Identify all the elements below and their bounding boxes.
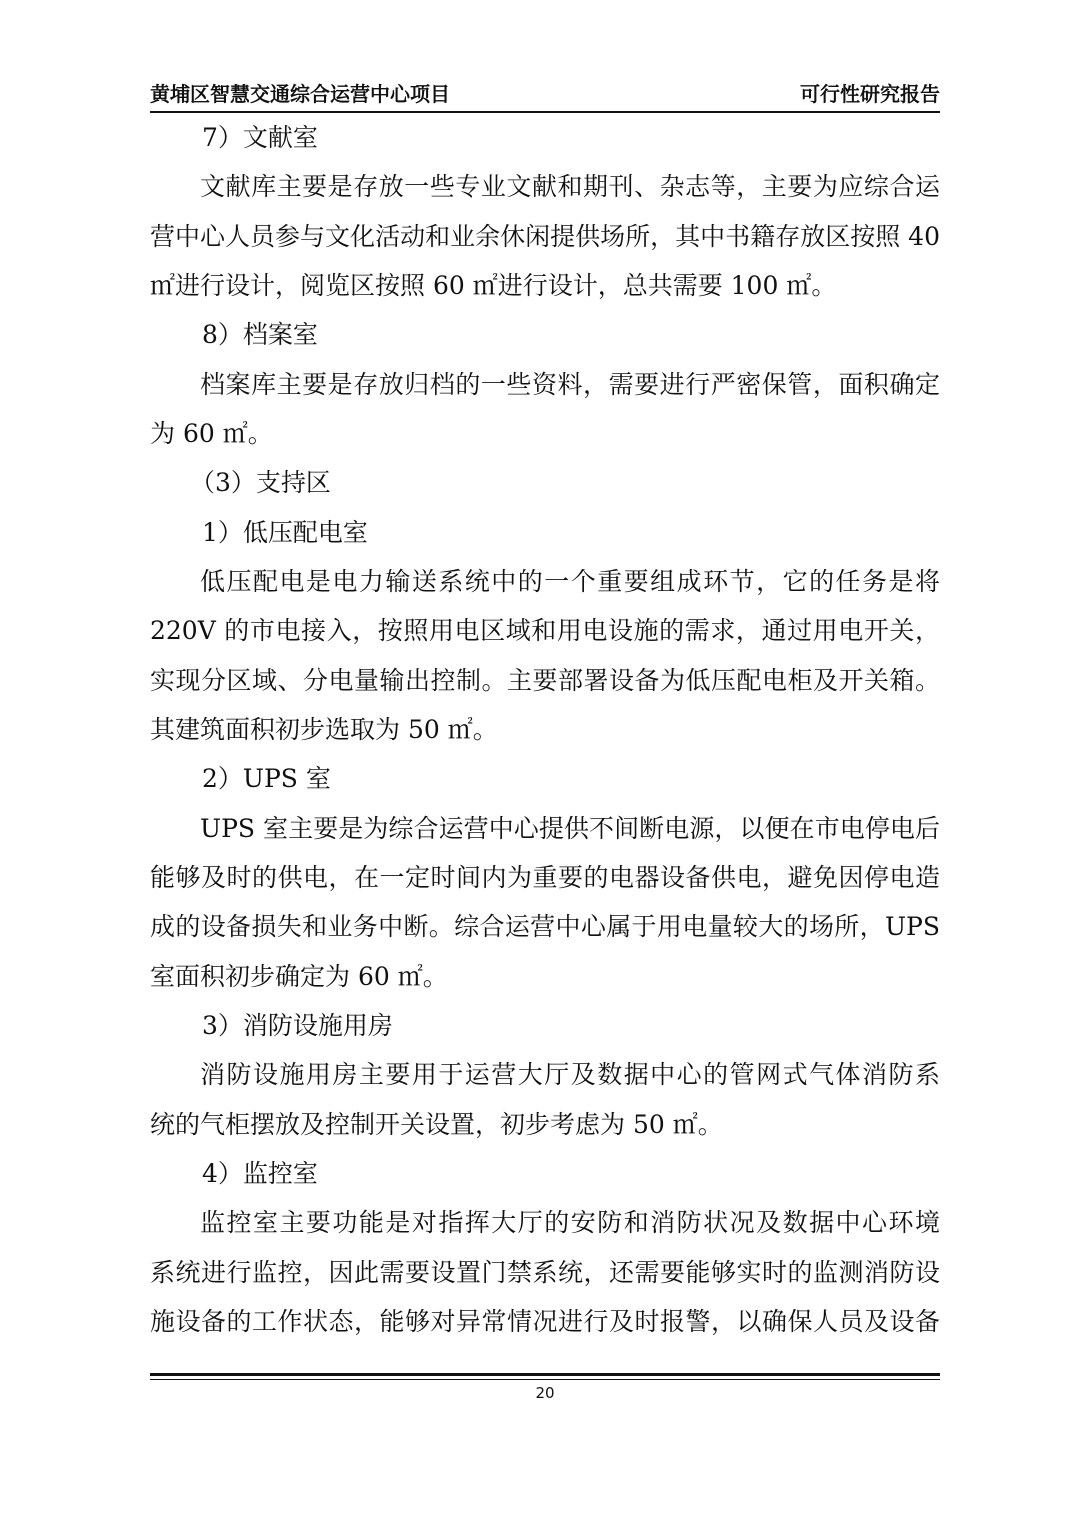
- header-project-title: 黄埔区智慧交通综合运营中心项目: [150, 82, 450, 106]
- paragraph-line: 文献库主要是存放一些专业文献和期刊、杂志等，主要为应综合运: [200, 172, 940, 202]
- footer-rule-thin: [150, 1379, 940, 1380]
- footer-rule-thick: [150, 1373, 940, 1376]
- paragraph-line: UPS 室主要是为综合运营中心提供不间断电源，以便在市电停电后: [200, 813, 940, 843]
- page-number: 20: [535, 1384, 555, 1402]
- paragraph-line: 实现分区域、分电量输出控制。主要部署设备为低压配电柜及开关箱。: [150, 665, 940, 695]
- paragraph-line: 为 60 ㎡。: [150, 418, 273, 448]
- section-heading-ups-room: 2）UPS 室: [202, 764, 331, 794]
- section-heading-archive: 8）档案室: [202, 320, 318, 350]
- paragraph-line: 其建筑面积初步选取为 50 ㎡。: [150, 714, 498, 744]
- paragraph-line: 室面积初步确定为 60 ㎡。: [150, 961, 448, 991]
- document-body: [150, 113, 940, 1346]
- paragraph-line: 监控室主要功能是对指挥大厅的安防和消防状况及数据中心环境: [200, 1208, 940, 1238]
- paragraph-line: 成的设备损失和业务中断。综合运营中心属于用电量较大的场所，UPS: [150, 912, 940, 942]
- page-header: [150, 80, 940, 108]
- section-heading-monitoring-room: 4）监控室: [202, 1158, 318, 1188]
- section-heading-library: 7）文献室: [202, 123, 318, 152]
- paragraph-line: 能够及时的供电，在一定时间内为重要的电器设备供电，避免因停电造: [150, 862, 940, 892]
- section-heading-support-area: （3）支持区: [190, 468, 331, 498]
- section-heading-fire-equipment-room: 3）消防设施用房: [202, 1010, 393, 1040]
- paragraph-line: 档案库主要是存放归档的一些资料，需要进行严密保管，面积确定: [200, 369, 940, 399]
- paragraph-line: 统的气柜摆放及控制开关设置，初步考虑为 50 ㎡。: [150, 1109, 723, 1139]
- paragraph-line: 营中心人员参与文化活动和业余休闲提供场所，其中书籍存放区按照 40: [150, 221, 940, 251]
- paragraph-line: ㎡进行设计，阅览区按照 60 ㎡进行设计，总共需要 100 ㎡。: [150, 270, 837, 300]
- paragraph-line: 消防设施用房主要用于运营大厅及数据中心的管网式气体消防系: [200, 1060, 940, 1090]
- header-report-type: 可行性研究报告: [800, 82, 940, 106]
- paragraph-line: 低压配电是电力输送系统中的一个重要组成环节，它的任务是将: [200, 566, 940, 596]
- paragraph-line: 220V 的市电接入，按照用电区域和用电设施的需求，通过用电开关，: [150, 616, 940, 646]
- paragraph-line: 施设备的工作状态，能够对异常情况进行及时报警，以确保人员及设备: [150, 1306, 940, 1336]
- paragraph-line: 系统进行监控，因此需要设置门禁系统，还需要能够实时的监测消防设: [150, 1257, 940, 1287]
- section-heading-low-voltage-room: 1）低压配电室: [202, 517, 368, 547]
